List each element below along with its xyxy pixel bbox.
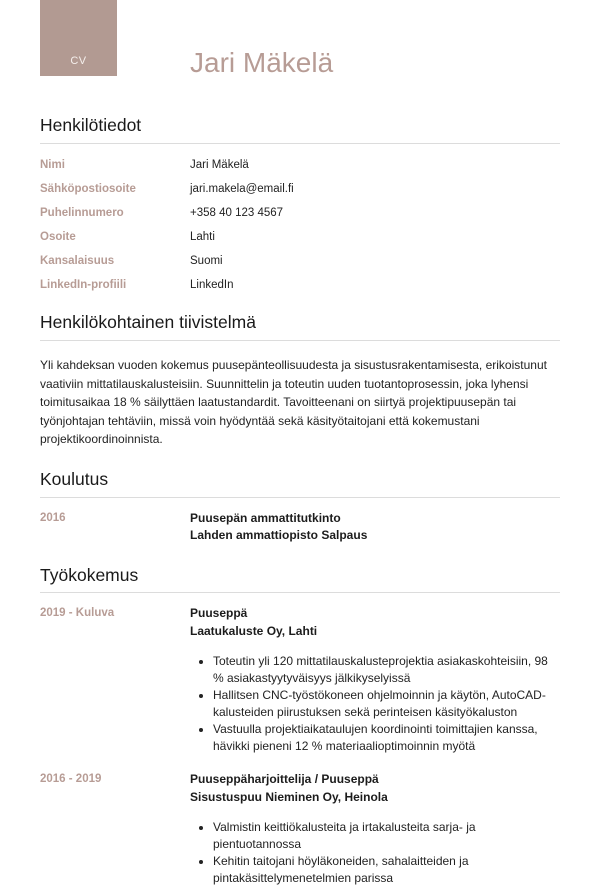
entry-subtitle: Laatukaluste Oy, Lahti: [190, 623, 318, 638]
education-entries: [40, 498, 560, 545]
field-label: Nimi: [40, 159, 65, 172]
entry-body: [190, 605, 560, 755]
entry-subtitle: Lahden ammattiopisto Salpaus: [190, 528, 368, 543]
field-value: LinkedIn: [190, 279, 234, 292]
entry-subtitle: Sisustuspuu Nieminen Oy, Heinola: [190, 789, 388, 804]
personal-field-row: [40, 279, 560, 292]
section-title-experience: Työkokemus: [40, 565, 560, 594]
cv-badge: [40, 0, 117, 76]
field-value: +358 40 123 4567: [190, 207, 284, 220]
entry-period: 2016: [40, 511, 66, 524]
header: [40, 0, 560, 77]
bullet-item: • Hallitsen CNC-työstökoneen ohjelmoinnin ja käytön, AutoCAD-kalusteiden piirustuksen sekä perinteisen käsityökaluston: [213, 687, 560, 720]
experience-entry: [40, 771, 560, 887]
field-label: Puhelinnumero: [40, 207, 124, 220]
entry-period: 2016 - 2019: [40, 773, 102, 786]
personal-field-row: [40, 255, 560, 268]
entry-title: Puuseppä: [190, 606, 248, 621]
personal-field-row: [40, 231, 560, 244]
cv-badge-label: CV: [70, 55, 87, 67]
page-title: Jari Mäkelä: [190, 47, 334, 78]
field-label: Kansalaisuus: [40, 255, 115, 268]
bullet-item: • Valmistin keittiökalusteita ja irtakalusteita sarja- ja pientuotannossa: [213, 819, 560, 852]
personal-field-row: [40, 159, 560, 172]
bullet-item: • Toteutin yli 120 mittatilauskalusteprojektia asiakaskohteisiin, 98 % asiakastyytyväisyys jälkikyselyissä: [213, 653, 560, 686]
education-entry: [40, 510, 560, 545]
section-education: [40, 469, 560, 545]
bullet-item: • Kehitin taitojani höyläkoneiden, sahalaitteiden ja pintakäsittelymenetelmien parissa: [213, 853, 560, 886]
experience-entry: [40, 605, 560, 755]
section-personal-info: [40, 115, 560, 292]
bullet-item: • Vastuulla projektiaikataulujen koordinointi toimittajien kanssa, hävikki pieneni 12 % materiaalioptimoinnin myötä: [213, 721, 560, 754]
field-value: Jari Mäkelä: [190, 159, 249, 172]
section-title-personal: Henkilötiedot: [40, 115, 560, 144]
field-label: LinkedIn-profiili: [40, 279, 127, 292]
field-label: Osoite: [40, 231, 76, 244]
section-title-education: Koulutus: [40, 469, 560, 498]
entry-body: [190, 510, 560, 545]
personal-field-row: [40, 207, 560, 220]
entry-title: Puuseppäharjoittelija / Puuseppä: [190, 772, 379, 787]
entry-bullet-list: [190, 653, 560, 754]
field-value: Suomi: [190, 255, 223, 268]
entry-bullet-list: [190, 819, 560, 886]
section-title-summary: Henkilökohtainen tiivistelmä: [40, 312, 560, 341]
field-value: jari.makela@email.fi: [190, 183, 294, 196]
field-value: Lahti: [190, 231, 215, 244]
personal-fields: [40, 144, 560, 292]
summary-text: Yli kahdeksan vuoden kokemus puusepänteollisuudesta ja sisustusrakentamisesta, erikoistunut vaativiin mittatilauskalusteisiin. Suunnittelin ja toteutin uuden tuotantoprosessin, joka lyhensi toimitusaikaa 18 % säilyttäen laatustandardit. Tavoitteenani on siirtyä projektipuusepän tai työnjohtajan tehtäviin, missä voin hyödyntää sekä käsityötaitojani että kokemustani projektikoordinoinnista.: [40, 358, 547, 447]
field-label: Sähköpostiosoite: [40, 183, 136, 196]
entry-period: 2019 - Kuluva: [40, 607, 115, 620]
entry-body: [190, 771, 560, 887]
experience-entries: [40, 593, 560, 887]
personal-field-row: [40, 183, 560, 196]
entry-title: Puusepän ammattitutkinto: [190, 510, 341, 525]
section-summary: [40, 312, 560, 448]
section-experience: [40, 565, 560, 887]
